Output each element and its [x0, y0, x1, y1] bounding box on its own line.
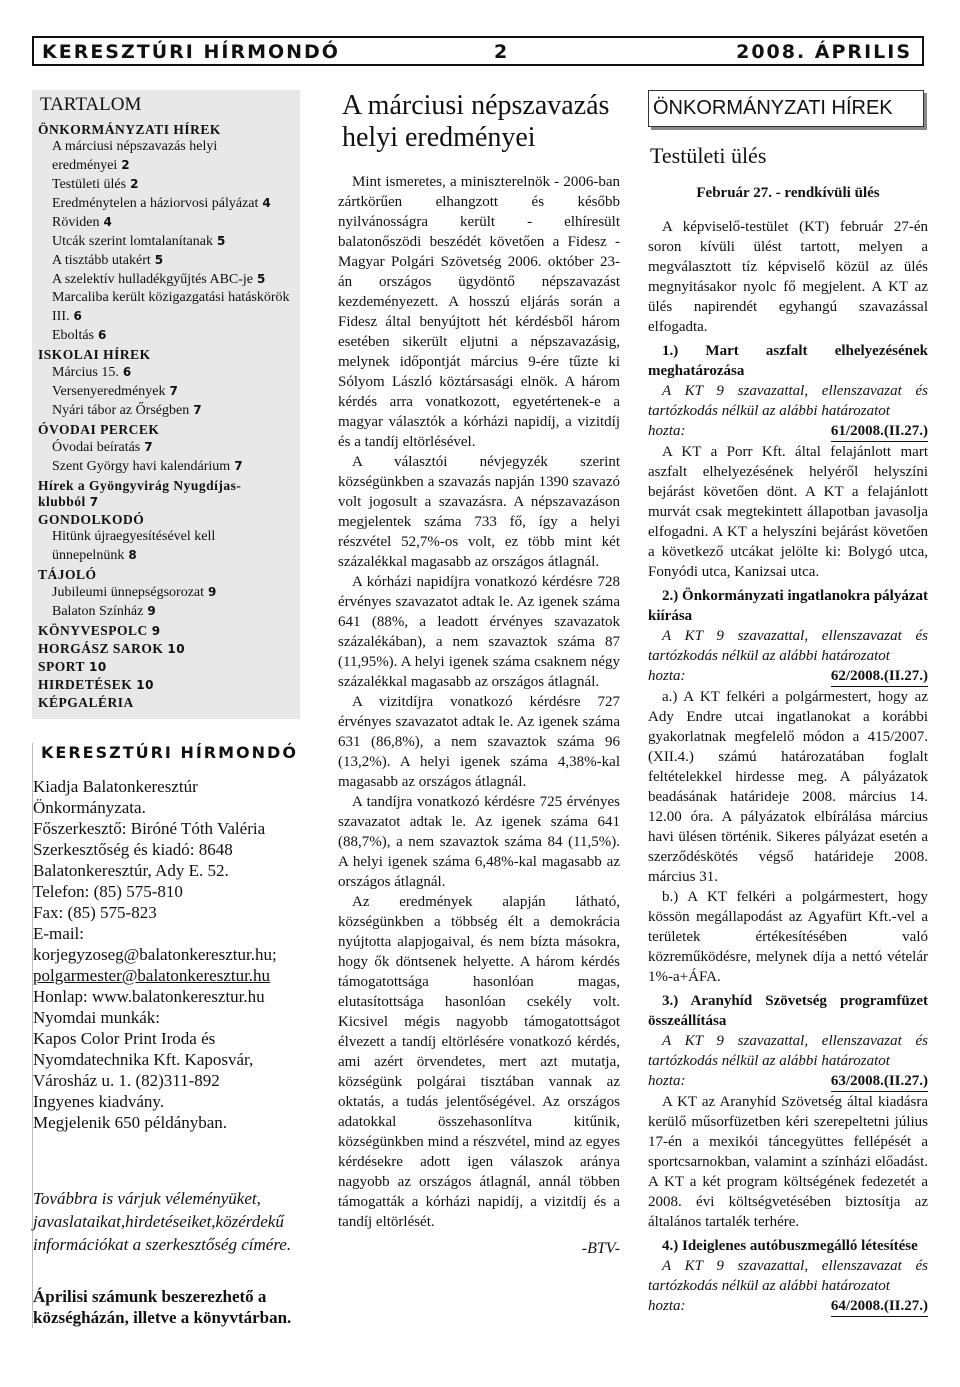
toc-text: Nyári tábor az Őrségben	[52, 403, 190, 418]
toc-item	[38, 583, 294, 602]
toc-item	[38, 401, 294, 420]
imprint-line: korjegyzoseg@balatonkeresztur.hu;	[33, 945, 277, 964]
toc-section	[38, 567, 294, 583]
toc-text: Hitünk újraegyesítésével kell ünnepelnünk	[52, 529, 216, 563]
article-body	[338, 172, 620, 1232]
toc-text: TÁJOLÓ	[38, 567, 97, 582]
toc-list	[38, 122, 294, 711]
article-column	[338, 90, 620, 1258]
toc-text: Testületi ülés	[52, 177, 127, 192]
toc-page-number: 8	[128, 548, 137, 562]
toc-text: Eredménytelen a háziorvosi pályázat	[52, 196, 259, 211]
resolution-text: b.) A KT felkéri a polgármestert, hogy kössön megállapodást az Agyafürt Kft.-vel a területek értékesítésében való közreműködésre, melynek díja a nettó vételár 1%-a+ÁFA.	[648, 889, 928, 985]
resolution-text: a.) A KT felkéri a polgármestert, hogy az Ady Endre utcai ingatlanokat a korábbi gyakorlatnak megfelelő módon a 415/2007.(XII.4.) számú határozatában foglalt feltételekkel hirdesse meg. A pályázatok beadásának határideje 2008. március 14. 12.00 óra. A pályázatok elbírálása március havi ülésen történik. Sikeres pályázat esetén a szerződéskötés végső határideje 2008. március 31.	[648, 689, 928, 885]
toc-page-number: 9	[208, 585, 217, 599]
toc-page-number: 5	[257, 272, 266, 286]
toc-page-number: 4	[262, 196, 271, 210]
resolution-text: A KT a Porr Kft. által felajánlott mart aszfalt elhelyezésének helyéről helyszíni bejárást követően dönt. A KT a felajánlott murvát csak megtekintett állapotban javasolja elfogadni. A KT a helyszíni bejárást követően a következő utcákat jelölte ki: Bolygó utca, Fonyódi utca, Kanizsai utca.	[648, 444, 928, 580]
toc-item	[38, 326, 294, 345]
meeting-date: Február 27. - rendkívüli ülés	[696, 185, 880, 201]
imprint-lines	[33, 776, 300, 1133]
toc-page-number: 7	[193, 403, 202, 417]
section-heading-box: ÖNKORMÁNYZATI HÍREK	[648, 90, 924, 127]
toc-text: ÖNKORMÁNYZATI HÍREK	[38, 122, 221, 137]
page-number: 2	[494, 41, 510, 63]
imprint-line: Szerkesztőség és kiadó: 8648 Balatonkeresztúr, Ady E. 52.	[33, 840, 233, 880]
imprint-line: Fax: (85) 575-823	[33, 903, 157, 922]
toc-section	[38, 641, 294, 657]
toc-item	[38, 438, 294, 457]
toc-text: KÉPGALÉRIA	[38, 695, 134, 710]
toc-text: Szent György havi kalendárium	[52, 459, 231, 474]
toc-item	[38, 270, 294, 289]
toc-text: Hírek a Gyöngyvirág Nyugdíjas-klubból	[38, 478, 242, 509]
toc-page-number: 10	[89, 660, 107, 674]
toc-page-number: 2	[130, 177, 139, 191]
toc-text: A tisztább utakért	[52, 253, 151, 268]
resolution-heading: 1.) Mart aszfalt elhelyezésének meghatározása	[648, 343, 928, 379]
decision-line	[648, 1071, 928, 1092]
toc-page-number: 9	[147, 604, 156, 618]
toc-section	[38, 422, 294, 438]
imprint-title: KERESZTÚRI HÍRMONDÓ	[41, 743, 298, 762]
toc-section	[38, 677, 294, 693]
toc-text: Eboltás	[52, 328, 94, 343]
decision-line	[648, 421, 928, 442]
vote-text: A KT 9 szavazattal, ellenszavazat és tartózkodás nélkül az alábbi határozatot	[648, 1033, 928, 1069]
toc-item	[38, 251, 294, 270]
toc-text: Balaton Színház	[52, 604, 144, 619]
decision-number: 62/2008.(II.27.)	[831, 666, 928, 687]
imprint-line: Ingyenes kiadvány.	[33, 1092, 165, 1111]
meeting-intro: A képviselő-testület (KT) február 27-én soron kívüli ülést tartott, melyen a megválasztott tíz képviselő közül az ülés megnyitásakor nyolc fő megjelent. A KT az ülés napirendét egyhangú szavazással elfogadta.	[648, 219, 928, 335]
toc-title: TARTALOM	[40, 94, 142, 115]
toc-page-number: 9	[151, 624, 161, 638]
left-column	[32, 90, 300, 1328]
toc-section	[38, 623, 294, 639]
imprint-line: Telefon: (85) 575-810	[33, 882, 183, 901]
article-paragraph: A választói névjegyzék szerint községünkben a szavazás napján 1390 szavazó volt jogosult a szavazásra. A népszavazáson megjelentek száma 733 fő, így a helyi részvétel 52,7%-os volt, ez több mint két százalékkal magasabb az országos átlagnál.	[338, 454, 620, 570]
toc-text: KÖNYVESPOLC	[38, 623, 148, 638]
meeting-title: Testületi ülés	[650, 143, 767, 168]
toc-item	[38, 213, 294, 232]
toc-text: HORGÁSZ SAROK	[38, 641, 164, 656]
toc-item	[38, 232, 294, 251]
issue-date: 2008. ÁPRILIS	[736, 41, 912, 63]
toc-text: Röviden	[52, 215, 100, 230]
imprint-line: polgarmester@balatonkeresztur.hu	[33, 966, 271, 985]
toc-text: Március 15.	[52, 365, 119, 380]
toc-item	[38, 138, 294, 175]
imprint-line: Nyomdai munkák:	[33, 1008, 161, 1027]
right-column	[648, 90, 928, 1317]
availability-text: Áprilisi számunk beszerezhető a községházán, illetve a könyvtárban.	[33, 1287, 292, 1327]
toc-text: Versenyeredmények	[52, 384, 166, 399]
toc-section	[38, 659, 294, 675]
article-paragraph: A vizitdíjra vonatkozó kérdésre 727 érvényes szavazatot adtak le. Az igenek száma 631 (86,8%), a nem szavaztok száma 96 (13,2%). A helyi igenek száma 4,38%-kal magasabb az országos átlagnál.	[338, 694, 620, 790]
masthead-title: KERESZTÚRI HÍRMONDÓ	[42, 41, 340, 63]
article-title: A márciusi népszavazás helyi eredményei	[342, 90, 610, 153]
decision-label: hozta:	[648, 423, 686, 439]
toc-page-number: 7	[234, 459, 243, 473]
article-paragraph: A tandíjra vonatkozó kérdésre 725 érvényes szavazatot adtak le. Az igenek száma 641 (88,7%), a nem szavaztok száma 84 (11,5%). A helyi igenek száma 6,48%-kal magasabb az országos átlagnál.	[338, 794, 620, 890]
toc-item	[38, 457, 294, 476]
decision-label: hozta:	[648, 1073, 686, 1089]
toc-page-number: 6	[73, 309, 82, 323]
invite-text: Továbbra is várjuk véleményüket, javaslataikat,hirdetéseiket,közérdekű információkat a szerkesztőség címére.	[33, 1189, 292, 1254]
decision-number: 63/2008.(II.27.)	[831, 1071, 928, 1092]
toc-section	[38, 478, 294, 510]
toc-item	[38, 363, 294, 382]
toc-text: Marcaliba került közigazgatási hatáskörök III.	[52, 290, 290, 324]
toc-text: Óvodai beíratás	[52, 440, 141, 455]
toc-text: HIRDETÉSEK	[38, 677, 133, 692]
masthead-bar	[32, 36, 924, 66]
toc-text: Utcák szerint lomtalanítanak	[52, 234, 213, 249]
resolution-heading: 2.) Önkormányzati ingatlanokra pályázat kiírása	[648, 588, 928, 624]
toc-text: ISKOLAI HÍREK	[38, 347, 151, 362]
imprint-line: Kapos Color Print Iroda és Nyomdatechnika Kft. Kaposvár, Városház u. 1. (82)311-892	[33, 1029, 254, 1090]
imprint-line: E-mail:	[33, 924, 84, 943]
decision-line	[648, 666, 928, 687]
imprint-box	[32, 743, 300, 1328]
toc-page-number: 7	[89, 495, 99, 509]
toc-section	[38, 695, 294, 711]
toc-section	[38, 512, 294, 528]
toc-item	[38, 175, 294, 194]
toc-item	[38, 382, 294, 401]
vote-text: A KT 9 szavazattal, ellenszavazat és tartózkodás nélkül az alábbi határozatot	[648, 628, 928, 664]
toc-text: A márciusi népszavazás helyi eredményei	[52, 139, 218, 173]
article-paragraph: Az eredmények alapján látható, községünkben a többség élt a demokrácia nyújtotta alapjogaival, és nem bízta másokra, hogy ők döntsenek helyette. A három kérdés támogatottsága hasonlóan magas, elutasítottsága hasonlóan csekély volt. Kicsivel mégis nagyobb támogatottságot élvezett a tandíj eltörlésére vonatkozó kérdés, ami azért örvendetes, mert azt mutatja, községünk polgárai tisztában vannak az oktatás, a tudás jelentőségével. Az országos adatokkal összehasonlítva kitűnik, községünkben mind a részvétel, mind az egyes kérdésekre adott igen válaszok aránya nagyobb az országos átlagnál, annál többen támogatták a kórházi napidíj, a vizitdíj és a tandíj eltörlését.	[338, 894, 620, 1230]
imprint-line: Főszerkesztő: Biróné Tóth Valéria	[33, 819, 266, 838]
toc-page-number: 6	[122, 365, 132, 379]
table-of-contents	[32, 90, 300, 719]
toc-section	[38, 122, 294, 138]
decision-line	[648, 1296, 928, 1317]
toc-page-number: 10	[167, 642, 186, 656]
toc-text: SPORT	[38, 659, 86, 674]
toc-page-number: 5	[154, 253, 164, 267]
toc-text: A szelektív hulladékgyűjtés ABC-je	[52, 272, 254, 287]
resolution-list	[648, 341, 928, 1317]
article-paragraph: A kórházi napidíjra vonatkozó kérdésre 728 érvényes szavazatot adtak le. Az igenek száma 641 (88%, a leadott érvényes szavazatok százalékában), a nem szavaztok száma 87 (11,95%). A helyi igenek száma csaknem négy százalékkal magasabb az országos átlagnál.	[338, 574, 620, 690]
toc-page-number: 2	[121, 158, 130, 172]
imprint-line: Megjelenik 650 példányban.	[33, 1113, 228, 1132]
decision-number: 64/2008.(II.27.)	[831, 1296, 928, 1317]
toc-section	[38, 347, 294, 363]
article-paragraph: Mint ismeretes, a miniszterelnök - 2006-ban zártkörűen elhangzott és később nyilvánosságra került - elhíresült balatonőszödi beszédét követően a Fidesz - Magyar Polgári Szövetség 2006. október 23-án országos ügydöntő népszavazást kezdeményezett. A hosszú eljárás során a Fidesz által benyújtott hét kérdésből három esetében sikerült eljutni a népszavazásig, melynek időpontját március 9-ére tűzte ki Sólyom László köztársasági elnök. A három kérdés arra vonatkozott, egyetértenek-e a magyar választók a kórházi napidíj, a vizitdíj és a tandíj eltörlésével.	[338, 174, 620, 450]
article-signature: -BTV-	[581, 1240, 620, 1257]
toc-item	[38, 602, 294, 621]
toc-text: Jubileumi ünnepségsorozat	[52, 585, 205, 600]
toc-page-number: 7	[144, 440, 153, 454]
decision-number: 61/2008.(II.27.)	[831, 421, 928, 442]
toc-item	[38, 528, 294, 565]
toc-page-number: 7	[169, 384, 178, 398]
toc-item	[38, 289, 294, 326]
toc-page-number: 5	[216, 234, 226, 248]
imprint-line: Kiadja Balatonkeresztúr Önkormányzata.	[33, 777, 198, 817]
toc-text: GONDOLKODÓ	[38, 512, 145, 527]
toc-page-number: 4	[103, 215, 112, 229]
resolution-heading: 4.) Ideiglenes autóbuszmegálló létesítése	[662, 1238, 918, 1254]
toc-page-number: 6	[98, 328, 107, 342]
decision-label: hozta:	[648, 668, 686, 684]
toc-page-number: 10	[136, 678, 154, 692]
toc-item	[38, 194, 294, 213]
imprint-line: Honlap: www.balatonkeresztur.hu	[33, 987, 265, 1006]
toc-text: ÓVODAI PERCEK	[38, 422, 160, 437]
vote-text: A KT 9 szavazattal, ellenszavazat és tartózkodás nélkül az alábbi határozatot	[648, 1258, 928, 1294]
resolution-heading: 3.) Aranyhíd Szövetség programfüzet összeállítása	[648, 993, 928, 1029]
vote-text: A KT 9 szavazattal, ellenszavazat és tartózkodás nélkül az alábbi határozatot	[648, 383, 928, 419]
decision-label: hozta:	[648, 1298, 686, 1314]
resolution-text: A KT az Aranyhíd Szövetség által kiadásra kerülő műsorfüzetben kéri szerepeltetni július 17-én a mexikói táncegyüttes fellépését a sportcsarnokban, valamint a színházi előadást. A KT a két program költségének fedezetét a 2008. évi költségvetésében biztosítja az általános tartalék terhére.	[648, 1094, 928, 1230]
